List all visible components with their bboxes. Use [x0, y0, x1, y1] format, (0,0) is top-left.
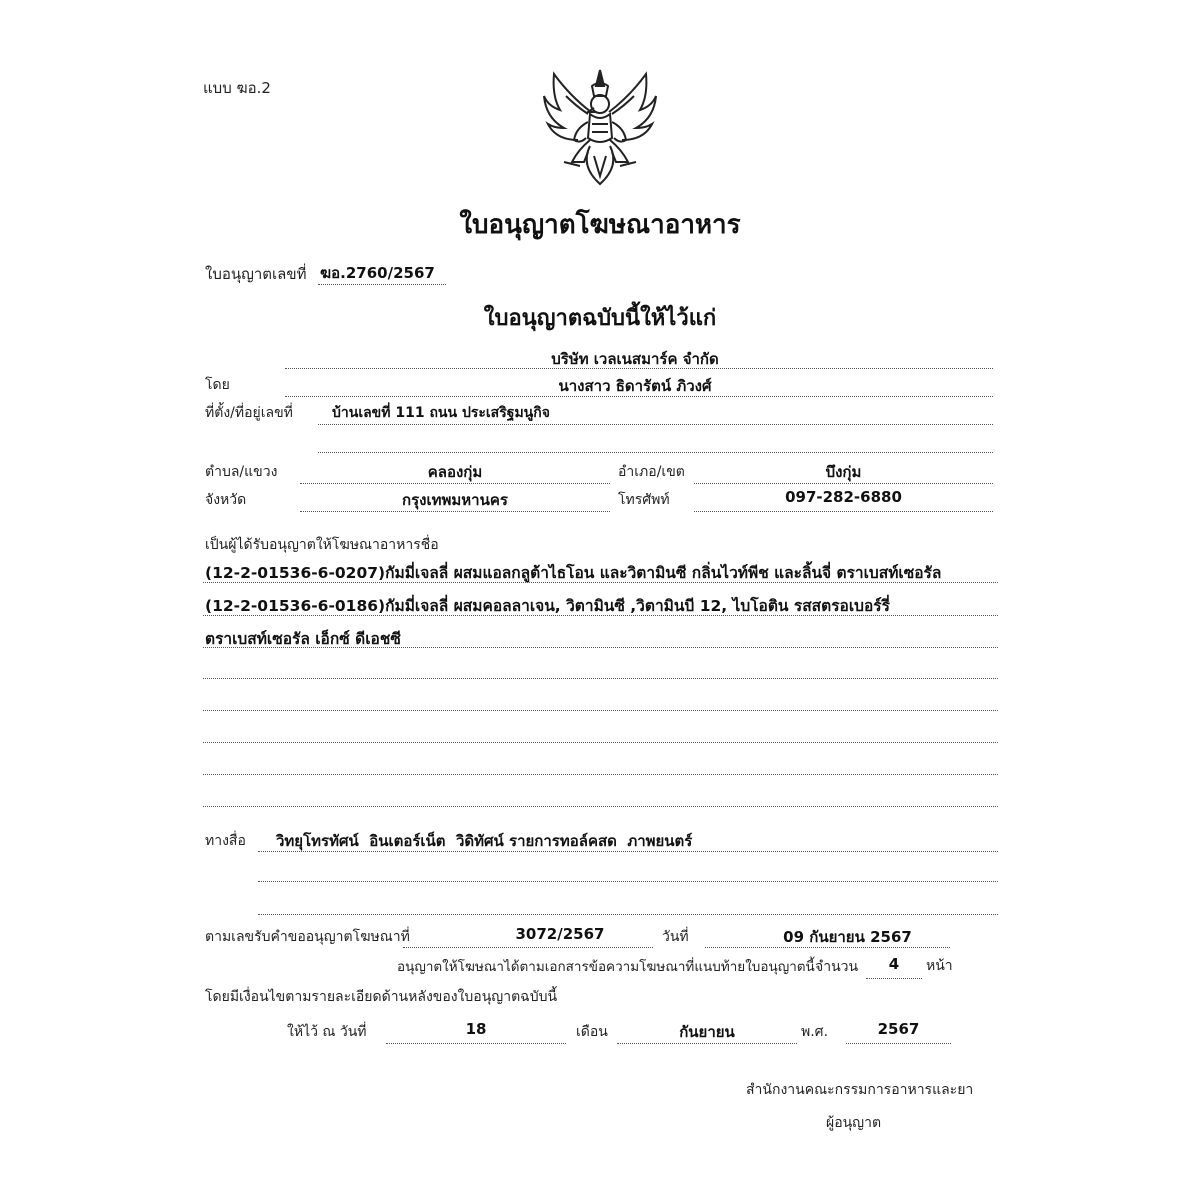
request-date-value: 09 กันยายน 2567: [783, 928, 912, 946]
given-year-label: พ.ศ.: [801, 1024, 829, 1040]
given-day-line: [386, 1043, 566, 1044]
food-rule-8: [203, 806, 998, 807]
media-label: ทางสื่อ: [205, 833, 246, 849]
attach-count-line: [866, 978, 922, 979]
food-rule-5: [203, 710, 998, 711]
food-line-3: ตราเบสท์เซอรัล เอ็กซ์ ดีเอชซี: [205, 630, 401, 648]
food-rule-7: [203, 774, 998, 775]
given-month-label: เดือน: [576, 1024, 608, 1040]
subdistrict-line: [300, 483, 610, 484]
food-rule-4: [203, 678, 998, 679]
form-code: แบบ ฆอ.2: [203, 79, 271, 97]
food-line-2: (12-2-01536-6-0186)กัมมี่เจลลี่ ผสมคอลลาเจน, วิตามินซี ,วิตามินบี 12, ไบโอติน รสสตรอเบอร์รี่: [205, 597, 890, 615]
attach-count-value: 4: [888, 955, 900, 973]
company-name: บริษัท เวลเนสมาร์ค จำกัด: [551, 350, 719, 368]
issued-to-heading: ใบอนุญาตฉบับนี้ให้ไว้แก่: [483, 306, 717, 331]
license-no-label: ใบอนุญาตเลขที่: [205, 265, 307, 283]
food-rule-3: [203, 647, 998, 648]
issuing-office: สำนักงานคณะกรรมการอาหารและยา: [746, 1082, 974, 1098]
media-value: วิทยุโทรทัศน์ อินเตอร์เน็ต วิดิทัศน์ รายการทอล์คสด ภาพยนตร์: [276, 832, 693, 850]
media-rule-3: [258, 914, 998, 915]
address-line-1: [318, 424, 993, 425]
conditions-text: โดยมีเงื่อนไขตามรายละเอียดด้านหลังของใบอนุญาตฉบับนี้: [205, 989, 558, 1005]
food-rule-2: [203, 615, 998, 616]
address-label: ที่ตั้ง/ที่อยู่เลขที่: [205, 405, 293, 421]
request-value: 3072/2567: [515, 925, 605, 943]
approver-title: ผู้อนุญาต: [826, 1115, 882, 1131]
district-line: [694, 483, 993, 484]
license-no-line: [318, 284, 446, 285]
food-line-1: (12-2-01536-6-0207)กัมมี่เจลลี่ ผสมแอลกลูต้าไธโอน และวิตามินซี กลิ่นไวท์พีช และลิ้นจี่ ตราเบสท์เซอรัล: [205, 564, 942, 582]
phone-label: โทรศัพท์: [618, 492, 670, 508]
district-value: บึงกุ่ม: [825, 463, 862, 481]
address-value: บ้านเลขที่ 111 ถนน ประเสริฐมนูกิจ: [332, 405, 550, 421]
given-month-line: [617, 1043, 797, 1044]
food-intro: เป็นผู้ได้รับอนุญาตให้โฆษณาอาหารชื่อ: [205, 537, 439, 553]
media-rule-1: [258, 851, 998, 852]
by-line: [285, 396, 993, 397]
district-label: อำเภอ/เขต: [618, 464, 685, 480]
subdistrict-label: ตำบล/แขวง: [205, 464, 278, 480]
address-line-2: [318, 452, 993, 453]
request-date-line: [705, 947, 950, 948]
attach-count-label: จำนวน: [815, 959, 859, 975]
request-label: ตามเลขรับคำขออนุญาตโฆษณาที่: [205, 929, 410, 945]
phone-line: [694, 511, 993, 512]
by-label: โดย: [205, 377, 230, 393]
province-line: [300, 511, 610, 512]
food-rule-1: [203, 582, 998, 583]
given-day: 18: [465, 1020, 487, 1038]
given-label: ให้ไว้ ณ วันที่: [287, 1024, 367, 1040]
phone-value: 097-282-6880: [785, 488, 902, 506]
attach-unit: หน้า: [926, 958, 953, 974]
request-line: [403, 947, 653, 948]
media-rule-2: [258, 881, 998, 882]
request-date-label: วันที่: [662, 929, 689, 945]
company-line: [285, 368, 993, 369]
province-label: จังหวัด: [205, 492, 247, 508]
license-no-value: ฆอ.2760/2567: [320, 264, 435, 282]
given-year: 2567: [877, 1020, 920, 1038]
given-year-line: [846, 1043, 951, 1044]
province-value: กรุงเทพมหานคร: [402, 491, 508, 509]
garuda-emblem: [540, 66, 660, 190]
attach-text: อนุญาตให้โฆษณาได้ตามเอกสารข้อความโฆษณาที่แนบท้ายใบอนุญาตนี้: [397, 959, 815, 975]
given-month: กันยายน: [679, 1023, 735, 1041]
document-title: ใบอนุญาตโฆษณาอาหาร: [459, 210, 741, 240]
by-value: นางสาว ธิดารัตน์ ภิวงศ์: [558, 377, 712, 395]
food-rule-6: [203, 742, 998, 743]
subdistrict-value: คลองกุ่ม: [427, 463, 483, 481]
